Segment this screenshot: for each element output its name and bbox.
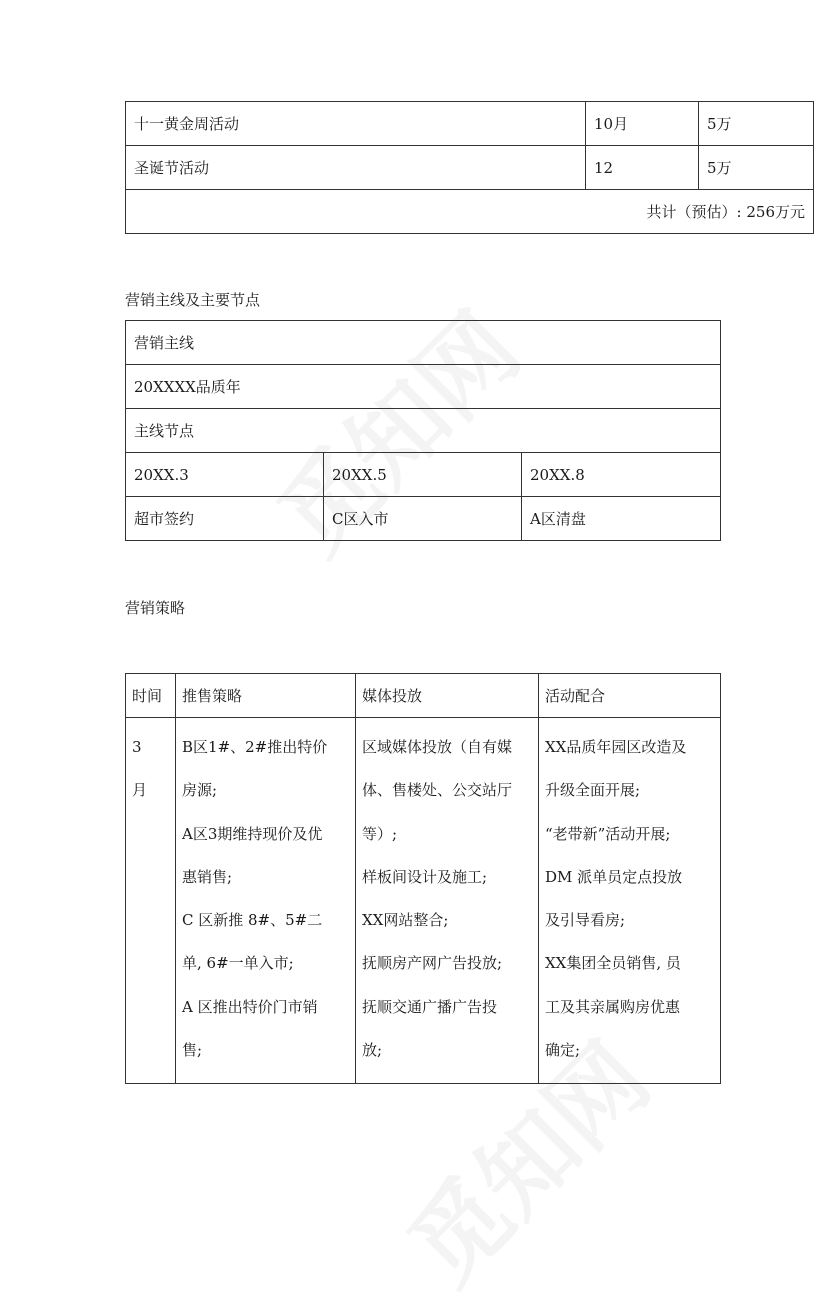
text-line: 单, 6#一单入市; xyxy=(182,954,294,973)
budget-total: 共计（预估）: 256万元 xyxy=(126,190,814,234)
text-line: 放; xyxy=(362,1041,383,1060)
column-header: 推售策略 xyxy=(176,674,356,718)
text-line: 抚顺交通广播广告投 xyxy=(362,997,498,1016)
text-line: XX网站整合; xyxy=(362,911,449,930)
text-line: 惠销售; xyxy=(182,867,233,886)
node-event: 超市签约 xyxy=(126,497,324,541)
node-event: A区清盘 xyxy=(522,497,721,541)
media-cell xyxy=(356,718,539,1084)
text-line: 等）; xyxy=(362,824,398,843)
node-event: C区入市 xyxy=(324,497,522,541)
month-cell xyxy=(126,718,176,1084)
text-line: XX品质年园区改造及 xyxy=(545,738,687,756)
column-header: 活动配合 xyxy=(539,674,721,718)
activity-cell xyxy=(539,718,721,1084)
text-line: A 区推出特价门市销 xyxy=(182,997,318,1016)
text-line: 样板间设计及施工; xyxy=(362,867,488,886)
sales-strategy-cell xyxy=(176,718,356,1084)
node-date: 20XX.5 xyxy=(324,453,522,497)
table-row xyxy=(126,102,814,146)
text-line: 房源; xyxy=(182,781,218,800)
text-line: “老带新”活动开展; xyxy=(545,824,671,843)
text-line: C 区新推 8#、5#二 xyxy=(182,911,323,930)
mainline-table xyxy=(125,320,721,541)
text-line: B区1#、2#推出特价 xyxy=(182,738,328,756)
mainline-value: 20XXXX品质年 xyxy=(126,365,721,409)
text-line: 区域媒体投放（自有媒 xyxy=(362,738,513,756)
text-line: DM 派单员定点投放 xyxy=(545,867,683,886)
table-row xyxy=(126,409,721,453)
text-line: XX集团全员销售, 员 xyxy=(545,954,681,973)
budget-table xyxy=(125,101,814,234)
strategy-table xyxy=(125,673,721,1084)
text-line: A区3期维持现价及优 xyxy=(182,824,323,843)
nodes-label: 主线节点 xyxy=(126,409,721,453)
table-row xyxy=(126,190,814,234)
budget-time: 12 xyxy=(586,146,699,190)
text-line: 售; xyxy=(182,1041,203,1060)
table-header-row xyxy=(126,674,721,718)
node-date: 20XX.3 xyxy=(126,453,324,497)
budget-item: 十一黄金周活动 xyxy=(126,102,586,146)
table-row xyxy=(126,453,721,497)
budget-amount: 5万 xyxy=(699,102,814,146)
mainline-label: 营销主线 xyxy=(126,321,721,365)
table-row xyxy=(126,718,721,1084)
table-row xyxy=(126,146,814,190)
month-line: 月 xyxy=(132,781,148,800)
table-row xyxy=(126,497,721,541)
text-line: 及引导看房; xyxy=(545,911,626,930)
table-row xyxy=(126,321,721,365)
budget-time: 10月 xyxy=(586,102,699,146)
text-line: 升级全面开展; xyxy=(545,781,641,800)
text-line: 抚顺房产网广告投放; xyxy=(362,954,503,973)
strategy-heading: 营销策略 xyxy=(125,599,186,617)
month-line: 3 xyxy=(132,738,142,756)
node-date: 20XX.8 xyxy=(522,453,721,497)
budget-amount: 5万 xyxy=(699,146,814,190)
column-header: 时间 xyxy=(126,674,176,718)
mainline-heading: 营销主线及主要节点 xyxy=(125,291,261,309)
text-line: 工及其亲属购房优惠 xyxy=(545,997,681,1016)
budget-item: 圣诞节活动 xyxy=(126,146,586,190)
column-header: 媒体投放 xyxy=(356,674,539,718)
table-row xyxy=(126,365,721,409)
text-line: 确定; xyxy=(545,1041,581,1060)
text-line: 体、售楼处、公交站厅 xyxy=(362,781,513,800)
